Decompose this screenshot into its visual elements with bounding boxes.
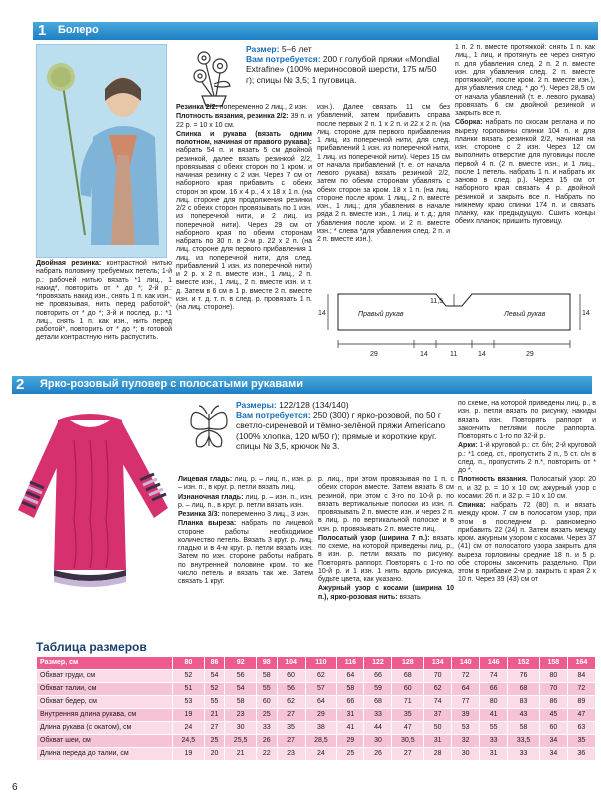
size-table-cell: 28 — [424, 748, 452, 761]
size-table-cell: 33 — [256, 722, 277, 735]
size-table-cell: 52 — [173, 670, 205, 683]
size-table-cell: 55 — [480, 722, 508, 735]
section2-col2-para: р. лиц., при этом провязывая по 1 п. с обеих сторон вместе. Затем вязать 8 см резиной, при этом с 3-го по 10-й р. по вязать вертикальные полоски из изн. п. провязывать 2 п. вместе изн. и через 2 п. в лиц. р. по вертикальной полоске и в изн. р. провязывать 2 п. вместе лиц. — [318, 476, 454, 533]
size-table-cell: 35 — [392, 709, 424, 722]
section1-col1-para: Спинка и рукава (вязать одним полотном, начиная от правого рукава): набрать 54 п. и вязать 5 см двойной резинкой, далее вязать резинкой 2/2, провязывая с обеих сторон по 1 кром. и начиная резинку с 2 изн. Через 7 см от наборного края прибавить с обеих сторон эп кром. 16 х 4 р., 4 х 18 х 1 п. (на лиц. стороне для продолжения резинки 2/2 с обеих сторон провязывать по 1 изн. из поперечной нити, и 2 лиц. из поперечной нити). Через 29 см от наборного края по обеим сторонам набрать по 30 п. в 2-м р. 22 х 2 п. (на лиц. стороне для первого прибавления 1 лиц. из поперечной нити, для след. прибавлений 1 изн. из поперечной нити) и 2 р. х 2 п. вместе изн., 1 лиц., 2 п. вместе изн., 1 лиц., 2 п. вместе изн. и т. д. Затем в 6 см в 1 р. вместе 2 п. вместе изн. и т. д. т. п. в след. р. провязать 1 п. (на лиц. стороне). — [176, 130, 312, 311]
size-table-cell: 80 — [539, 670, 567, 683]
section2-sizes-label: Размеры: — [236, 400, 277, 410]
size-table — [36, 656, 596, 761]
size-table-cell: 66 — [364, 670, 392, 683]
size-table-cell: 36 — [567, 748, 595, 761]
size-table-row — [37, 696, 596, 709]
size-table-cell: 31 — [424, 735, 452, 748]
size-table-row-label: Длина рукава (с окатом), см — [37, 722, 173, 735]
dim-side-left: 14 — [318, 310, 326, 317]
size-table-header-cell: 116 — [337, 657, 364, 670]
size-table-cell: 30,5 — [392, 735, 424, 748]
size-table-cell: 44 — [364, 722, 392, 735]
bolero-photo — [36, 44, 167, 258]
size-table-row — [37, 683, 596, 696]
size-table-cell: 34 — [539, 748, 567, 761]
size-table-cell: 25 — [337, 748, 364, 761]
size-table-cell: 58 — [225, 696, 257, 709]
size-table-header-cell: 140 — [452, 657, 480, 670]
size-table-cell: 19 — [173, 709, 205, 722]
section1-sizes-label: Размер: — [246, 44, 280, 54]
size-table-cell: 53 — [452, 722, 480, 735]
size-table-cell: 20 — [204, 748, 225, 761]
section1-col1 — [176, 104, 312, 313]
size-table-cell: 27 — [277, 735, 305, 748]
page-number: 6 — [12, 782, 18, 793]
size-table-cell: 72 — [567, 683, 595, 696]
size-table-title: Таблица размеров — [36, 640, 147, 654]
size-table-header-cell: 122 — [364, 657, 392, 670]
size-table-cell: 58 — [256, 670, 277, 683]
section1-col3-para: 1 п. 2 п. вместе протяжкой: снять 1 п. как лиц., 1 лиц. и протянуть ее через снятую п. для убавления след. 2 п. 2 п. вместе изн. для убавления след. 2 п. вместе протяжкой*, после кром. 2 п. вместе изн.), для убавления след. * до *). Через 28,5 см от начала убавлений (т. е. левого рукава) провязать 6 см двойной резинкой и закрыть все п. — [455, 44, 595, 117]
size-table-cell: 51 — [173, 683, 205, 696]
size-table-header-cell: 146 — [480, 657, 508, 670]
section2-col1-para: Планка выреза: набрать по лицевой стороне работы необходимое количество петель. Вязать 3 круг. р. лиц. гладью и в 4-м круг. р. петли вязать изн. Затем по изн. стороне работы набрать по внутренней половине кром. то же число петель и вязать так же. Затем связать 1 круг. — [178, 520, 313, 585]
size-table-cell: 25 — [256, 709, 277, 722]
size-table-cell: 80 — [480, 696, 508, 709]
size-table-cell: 37 — [424, 709, 452, 722]
size-table-cell: 77 — [452, 696, 480, 709]
size-table-cell: 47 — [392, 722, 424, 735]
size-table-header-cell: 86 — [204, 657, 225, 670]
size-table-row-label: Обхват талии, см — [37, 683, 173, 696]
flower-icon — [184, 44, 244, 108]
size-table-cell: 27 — [277, 709, 305, 722]
section1-materials — [246, 44, 446, 85]
section1-number: 1 — [38, 22, 47, 39]
dim-bottom: 14 — [420, 351, 428, 358]
section1-materials-label: Вам потребуется: — [246, 54, 321, 65]
size-table-cell: 62 — [424, 683, 452, 696]
size-table-cell: 25,5 — [225, 735, 257, 748]
section1-header-bar — [33, 22, 598, 40]
section1-col1-para: Плотность вязания, резинка 2/2: 39 п. и 22 р. = 10 х 10 см. — [176, 113, 312, 129]
dim-bottom: 11 — [450, 351, 458, 358]
size-table-cell: 71 — [392, 696, 424, 709]
size-table-cell: 24 — [305, 748, 337, 761]
size-table-cell: 41 — [480, 709, 508, 722]
size-table-row-label: Длина переда до талии, см — [37, 748, 173, 761]
section1-col2-para: изн.). Далее связать 11 см без убавлений, затем прибавить справа после первых 2 п. 1 х 2 п. и 22 х 2 п. (на лиц. стороне для первого прибавления 1 лиц. из поперечной нити, для след. прибавлений 1 изн. из поперечной нити, 1 лиц. из поперечной нити). Через 15 см от начала прибавлений (т. е. от начала левого рукава) вязать резинкой 2/2, затем по обеим сторонам убавлять с обеих сторон за кром. 18 х 1 п. (на лиц. стороне после кром. 1 лиц., 2 п. вместе изн., 1 лиц.; для убавления в начале ряда 2 п. вместе изн., 1 лиц. и т. д.; для убавления после кром. и 2 п. вместе изн.; * слева *для убавления след. 2 п. и 2 п. вместе изн.). — [317, 104, 450, 243]
size-table-cell: 45 — [539, 709, 567, 722]
size-table-cell: 30 — [364, 735, 392, 748]
size-table-cell: 26 — [256, 735, 277, 748]
size-table-cell: 50 — [424, 722, 452, 735]
size-table-cell: 59 — [364, 683, 392, 696]
size-table-cell: 29 — [305, 709, 337, 722]
size-table-cell: 64 — [452, 683, 480, 696]
size-table-cell: 33 — [364, 709, 392, 722]
size-table-cell: 34 — [539, 735, 567, 748]
size-table-cell: 53 — [173, 696, 205, 709]
size-table-cell: 43 — [508, 709, 540, 722]
dim-bottom: 29 — [526, 351, 534, 358]
size-table-cell: 33,5 — [508, 735, 540, 748]
size-table-cell: 89 — [567, 696, 595, 709]
section2-materials-value: 250 (300) г ярко-розовой, по 50 г светло-сиреневой и тёмно-зелёной пряжи Americano (100% хлопка, 120 м/50 г); прямые и короткие круг. спицы № 3,5, крючок № 3. — [236, 410, 446, 451]
size-table-cell: 60 — [256, 696, 277, 709]
section2-col1 — [178, 476, 313, 587]
size-table-cell: 72 — [452, 670, 480, 683]
size-table-cell: 23 — [277, 748, 305, 761]
size-table-header-cell: 104 — [277, 657, 305, 670]
size-table-cell: 38 — [305, 722, 337, 735]
size-table-cell: 22 — [256, 748, 277, 761]
size-table-row — [37, 709, 596, 722]
size-table-cell: 74 — [424, 696, 452, 709]
section2-materials-label: Вам потребуется: — [236, 410, 311, 421]
size-table-cell: 66 — [480, 683, 508, 696]
double-rib-label: Двойная резинка: — [36, 260, 102, 267]
section1-col3 — [455, 44, 595, 228]
section1-double-rib-note — [36, 260, 172, 344]
size-table-cell: 70 — [424, 670, 452, 683]
size-table-cell: 54 — [225, 683, 257, 696]
size-table-row-label: Обхват бедер, см — [37, 696, 173, 709]
size-table-row — [37, 735, 596, 748]
size-table-cell: 64 — [305, 696, 337, 709]
pullover-photo — [8, 400, 173, 600]
section1-col3-para: Сборка: набрать по скосам реглана и по вырезу горловины спинки 104 п. и для планки вязать резинкой 2/2, начиная на изн. стороне с 2 изн. Через 12 см выполнить отверстие для пуговицы после первой 4 п. (2 п. вместе изн., и 1 лиц., после 1 петель. набрать 1 п. и набрать их заново в след. р.). Через 15 см от наборного края связать 4 р. двойной резинкой и закрыть все п. Набрать по нижнему краю спинки 174 п. и связать планку, как предыдущую. Сшить концы обеих планок; пришить пуговицу. — [455, 119, 595, 226]
size-table-row — [37, 670, 596, 683]
size-table-cell: 39 — [452, 709, 480, 722]
size-table-cell: 84 — [567, 670, 595, 683]
section2-col1-para: Изнаночная гладь: лиц. р. – изн. п., изн. р. – лиц. п., в круг. р. петли вязать изн. — [178, 493, 313, 509]
size-table-cell: 63 — [567, 722, 595, 735]
size-table-header-label: Размер, см — [37, 657, 173, 670]
size-table-cell: 24,5 — [173, 735, 205, 748]
size-table-cell: 21 — [225, 748, 257, 761]
section2-col1-para: Лицевая гладь: лиц. р. – лиц. п., изн. р. – изн. п., в круг. р. петли вязать лиц. — [178, 476, 313, 492]
section2-title: Ярко-розовый пуловер с полосатыми рукавами — [40, 378, 303, 390]
size-table-cell: 31 — [480, 748, 508, 761]
section1-materials-value: 200 г голубой пряжи «Mondial Extrafine» (100% мериносовой шерсти, 175 м/50 г); спицы № 3,5; 1 пуговица. — [246, 54, 440, 85]
size-table-cell: 21 — [204, 709, 225, 722]
size-table-cell: 19 — [173, 748, 205, 761]
butterfly-icon — [185, 400, 233, 458]
size-table-cell: 35 — [567, 735, 595, 748]
section1-col2 — [317, 104, 450, 245]
size-table-cell: 66 — [337, 696, 364, 709]
bolero-schematic — [318, 284, 590, 364]
size-table-header-cell: 110 — [305, 657, 337, 670]
size-table-cell: 31 — [337, 709, 364, 722]
size-table-cell: 60 — [277, 670, 305, 683]
size-table-cell: 68 — [364, 696, 392, 709]
dim-height: 11,5 — [430, 298, 444, 305]
left-sleeve-label: Левый рукав — [504, 311, 546, 318]
size-table-header-cell: 164 — [567, 657, 595, 670]
size-table-row-label: Обхват груди, см — [37, 670, 173, 683]
size-table-cell: 62 — [305, 670, 337, 683]
section2-col3-para: Плотность вязания. Полосатый узор: 20 п. и 32 р. = 10 х 10 см; ажурный узор с косами: 26 п. и 32 р. = 10 х 10 см. — [458, 476, 596, 500]
size-table-header-cell: 98 — [256, 657, 277, 670]
size-table-cell: 30 — [452, 748, 480, 761]
size-table-cell: 33 — [508, 748, 540, 761]
section2-number: 2 — [16, 376, 25, 393]
double-rib-text: контрастной нитью набрать половину требуемых петель; 1-й р.: рабочей нитью вязать *1 лиц., 1 накид*, повторить от * до *; 2-й р.: *провязать накид изн., снять 1 п. как изн., не провязывая, нить перед работой*, повторить от * до *; 3-й и послед. р.: *1 лиц., снять 1 п. как изн., нить перед работой*, повторить от * до *; в готовой детали контрастную нить распустить. — [36, 260, 172, 342]
size-table-cell: 54 — [204, 670, 225, 683]
size-table-cell: 74 — [480, 670, 508, 683]
size-table-cell: 32 — [452, 735, 480, 748]
section1-title: Болеро — [58, 24, 99, 36]
size-table-cell: 68 — [392, 670, 424, 683]
size-table-header-row — [37, 657, 596, 670]
size-table-header-cell: 128 — [392, 657, 424, 670]
size-table-cell: 56 — [225, 670, 257, 683]
size-table-cell: 24 — [173, 722, 205, 735]
size-table-row-label: Внутренняя длина рукава, см — [37, 709, 173, 722]
section2-sizes-value: 122/128 (134/140) — [279, 400, 349, 410]
section2-col3 — [458, 400, 596, 586]
size-table-cell: 55 — [256, 683, 277, 696]
size-table-cell: 58 — [337, 683, 364, 696]
size-table-cell: 27 — [392, 748, 424, 761]
size-table-cell: 60 — [392, 683, 424, 696]
size-table-header-cell: 152 — [508, 657, 540, 670]
size-table-cell: 33 — [480, 735, 508, 748]
size-table-cell: 23 — [225, 709, 257, 722]
dim-bottom: 14 — [478, 351, 486, 358]
size-table-cell: 56 — [277, 683, 305, 696]
size-table-row — [37, 722, 596, 735]
size-table-header-cell: 158 — [539, 657, 567, 670]
section2-materials — [236, 400, 446, 451]
size-table-header-cell: 92 — [225, 657, 257, 670]
size-table-cell: 52 — [204, 683, 225, 696]
size-table-cell: 83 — [508, 696, 540, 709]
section1-col1-para: Резинка 2/2: попеременно 2 лиц., 2 изн. — [176, 104, 308, 111]
section1-sizes-value: 5–6 лет — [281, 44, 312, 54]
size-table-cell: 58 — [508, 722, 540, 735]
size-table-cell: 27 — [204, 722, 225, 735]
size-table-cell: 41 — [337, 722, 364, 735]
size-table-cell: 68 — [508, 683, 540, 696]
size-table-cell: 62 — [277, 696, 305, 709]
size-table-cell: 47 — [567, 709, 595, 722]
dim-bottom: 29 — [370, 351, 378, 358]
dim-side-right: 14 — [582, 310, 590, 317]
size-table-cell: 29 — [337, 735, 364, 748]
size-table-cell: 55 — [204, 696, 225, 709]
size-table-cell: 60 — [539, 722, 567, 735]
size-table-header-cell: 80 — [173, 657, 205, 670]
section2-col3-para: Спинка: набрать 72 (80) п. и вязать между кром. 7 см в полосатом узор, при этом в последнем р. равномерно прибавить 22 (24) п. Затем вязать между кром. ажурным узором с косами. Через 37 (41) см от полосатого узора закрыть для выреза горловины средние 18 п. и 5 р. обе стороны закончить раздельно. При этом в прибавке 2-м р. закрыть с края 2 х 10 п. Через 39 (43) см от — [458, 502, 596, 584]
size-table-cell: 26 — [364, 748, 392, 761]
size-table-cell: 35 — [277, 722, 305, 735]
size-table-cell: 25 — [204, 735, 225, 748]
size-table-cell: 57 — [305, 683, 337, 696]
size-table-cell: 86 — [539, 696, 567, 709]
size-table-row — [37, 748, 596, 761]
section2-col2 — [318, 476, 454, 603]
section2-col3-para: по схеме, на которой приведены лиц. р., в изн. р. петли вязать по рисунку, накиды вязать изн. Повторять раппорт и закончить петлями после раппорта. Повторять с 1-го по 32-й р. — [458, 400, 596, 440]
right-sleeve-label: Правый рукав — [358, 311, 404, 318]
size-table-row-label: Обхват шеи, см — [37, 735, 173, 748]
size-table-cell: 28,5 — [305, 735, 337, 748]
section2-col2-para: Полосатый узор (ширина 7 п.): вязать по схеме, на которой приведены лиц. р., в изн. р. петли вязать по рисунку. Повторять раппорт. Повторять с 1-го по 10-й р. и 1 изн. 1 нить вдоль рисунка, будьте цвета, как указано. — [318, 534, 454, 583]
size-table-header-cell: 134 — [424, 657, 452, 670]
section2-col2-para: Ажурный узор с косами (ширина 10 п.), ярко-розовая нить: вязать — [318, 585, 454, 601]
size-table-cell: 30 — [225, 722, 257, 735]
size-table-cell: 70 — [539, 683, 567, 696]
size-table-cell: 64 — [337, 670, 364, 683]
section2-col3-para: Арки: 1-й круговой р.: ст. б/н; 2-й круговой р.: *1 соед. ст., пропустить 2 п., 5 ст. с/н в след. п., пропустить 2 п.*, повторить от * до *. — [458, 442, 596, 474]
section2-col1-para: Резинка 3/3: попеременно 3 лиц., 3 изн. — [178, 511, 310, 518]
size-table-cell: 76 — [508, 670, 540, 683]
